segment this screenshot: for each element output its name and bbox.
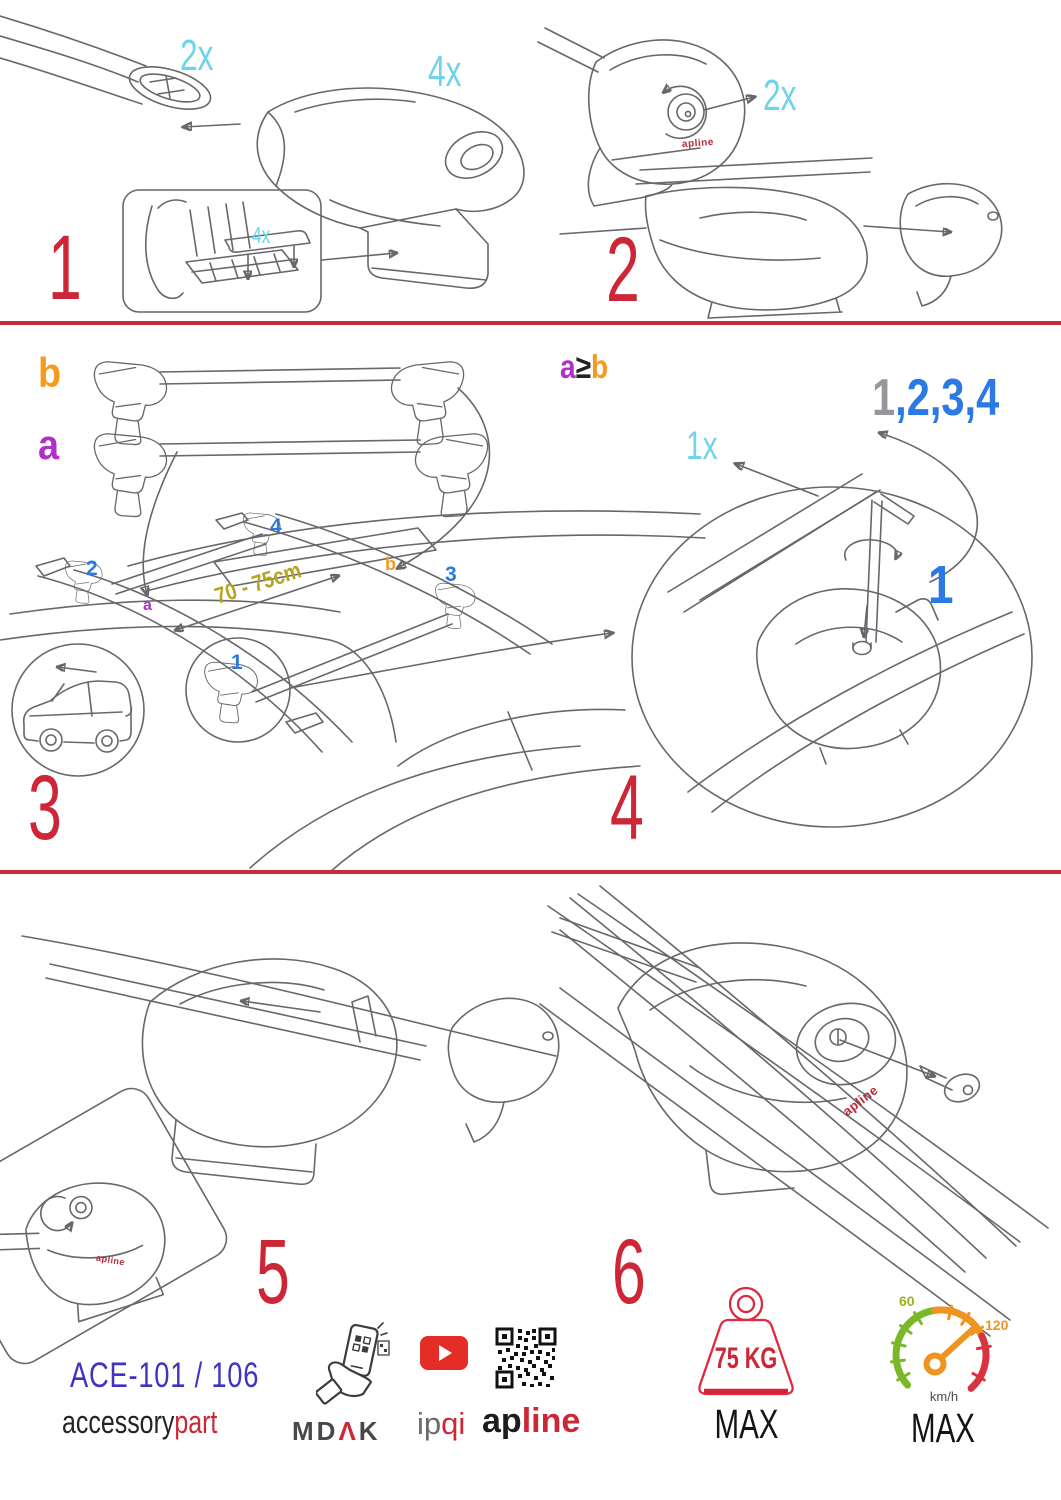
step1-qty-foot: 4x xyxy=(428,47,462,96)
load-max-label xyxy=(699,1401,794,1447)
step4-sequence xyxy=(872,369,1000,427)
phone-scan-icon xyxy=(316,1320,396,1408)
step3-detail-ref: 1 xyxy=(231,651,243,674)
step1-pad-inset xyxy=(123,190,321,312)
step3-label-bar-b: b xyxy=(38,349,62,396)
step3-roof-label-a: a xyxy=(143,597,152,614)
mdak-logo xyxy=(292,1418,381,1444)
step1-qty-pads: 4x xyxy=(252,222,271,248)
step3-pos-4: 4 xyxy=(270,515,282,538)
apline-logo xyxy=(482,1404,580,1438)
mdak-md: MD xyxy=(292,1416,339,1446)
speed-60: 60 xyxy=(899,1293,915,1309)
step5-brand-mark: apline xyxy=(95,1252,126,1268)
step3-bar-a-drawing xyxy=(94,434,487,517)
mdak-lambda: Λ xyxy=(338,1416,359,1446)
step4-seq-rest: ,2,3,4 xyxy=(895,369,1000,427)
step3-number: 3 xyxy=(28,757,61,859)
ipqi-ip: ip xyxy=(417,1406,442,1441)
step1-number: 1 xyxy=(48,217,81,319)
footer-brand-black: accessory xyxy=(62,1404,175,1440)
step4-rule xyxy=(560,350,608,383)
step1-insert-arrow xyxy=(322,253,396,260)
step4-rule-op: ≥ xyxy=(575,348,592,385)
step2-qty-key: 2x xyxy=(763,71,797,120)
step3-bar-b-drawing xyxy=(94,362,463,445)
step5-inset xyxy=(0,1081,234,1371)
ipqi-qi: qi xyxy=(441,1406,466,1441)
speed-max: MAX xyxy=(911,1405,975,1451)
step4-rule-b: b xyxy=(591,348,609,385)
speed-120: 120 xyxy=(985,1317,1009,1333)
step4-seq-first: 1 xyxy=(872,369,896,427)
step4-turn-ref: 1 xyxy=(928,555,954,615)
step2-brand-mark: apline xyxy=(681,136,715,151)
section-divider-2 xyxy=(0,870,1061,874)
qr-code-icon xyxy=(494,1326,558,1390)
step3-pos-2: 2 xyxy=(86,557,98,580)
footer-model: ACE-101 / 106 xyxy=(70,1356,260,1395)
load-value: 75 KG xyxy=(714,1342,778,1375)
step6-number: 6 xyxy=(612,1221,645,1323)
section-divider-1 xyxy=(0,321,1061,325)
apline-line: line xyxy=(521,1402,581,1440)
step3-roof-label-b: b xyxy=(385,554,396,574)
speed-unit: km/h xyxy=(929,1389,959,1404)
step4-tool-arrow xyxy=(736,464,818,496)
step4-number: 4 xyxy=(610,757,643,859)
step3-to-step4-connector xyxy=(290,633,612,688)
footer-brand-red: part xyxy=(174,1404,218,1440)
step1-qty-crossbar: 2x xyxy=(180,31,214,80)
youtube-icon xyxy=(420,1336,468,1370)
apline-ap: ap xyxy=(482,1402,522,1440)
step6-brand-mark: apline xyxy=(839,1082,881,1119)
step3-pos-3: 3 xyxy=(445,563,457,586)
ipqi-logo xyxy=(417,1408,465,1439)
speed-max-label xyxy=(898,1405,988,1451)
load-value-label xyxy=(692,1344,800,1374)
load-max: MAX xyxy=(714,1401,779,1447)
step1-slide-arrow xyxy=(184,124,240,127)
step3-label-bar-a: a xyxy=(38,421,60,468)
mdak-k: K xyxy=(358,1416,381,1446)
step4-detail-drawing xyxy=(632,474,1032,827)
step4-rule-a: a xyxy=(560,348,576,385)
step1-foot-drawing xyxy=(257,88,524,288)
step4-qty-tool: 1x xyxy=(686,424,718,468)
footer-brand xyxy=(62,1406,217,1438)
step5-number: 5 xyxy=(256,1221,289,1323)
step3-span-dimension: 70 - 75cm xyxy=(211,556,305,609)
step2-number: 2 xyxy=(606,219,639,321)
step3-roof-drawing xyxy=(0,511,705,872)
